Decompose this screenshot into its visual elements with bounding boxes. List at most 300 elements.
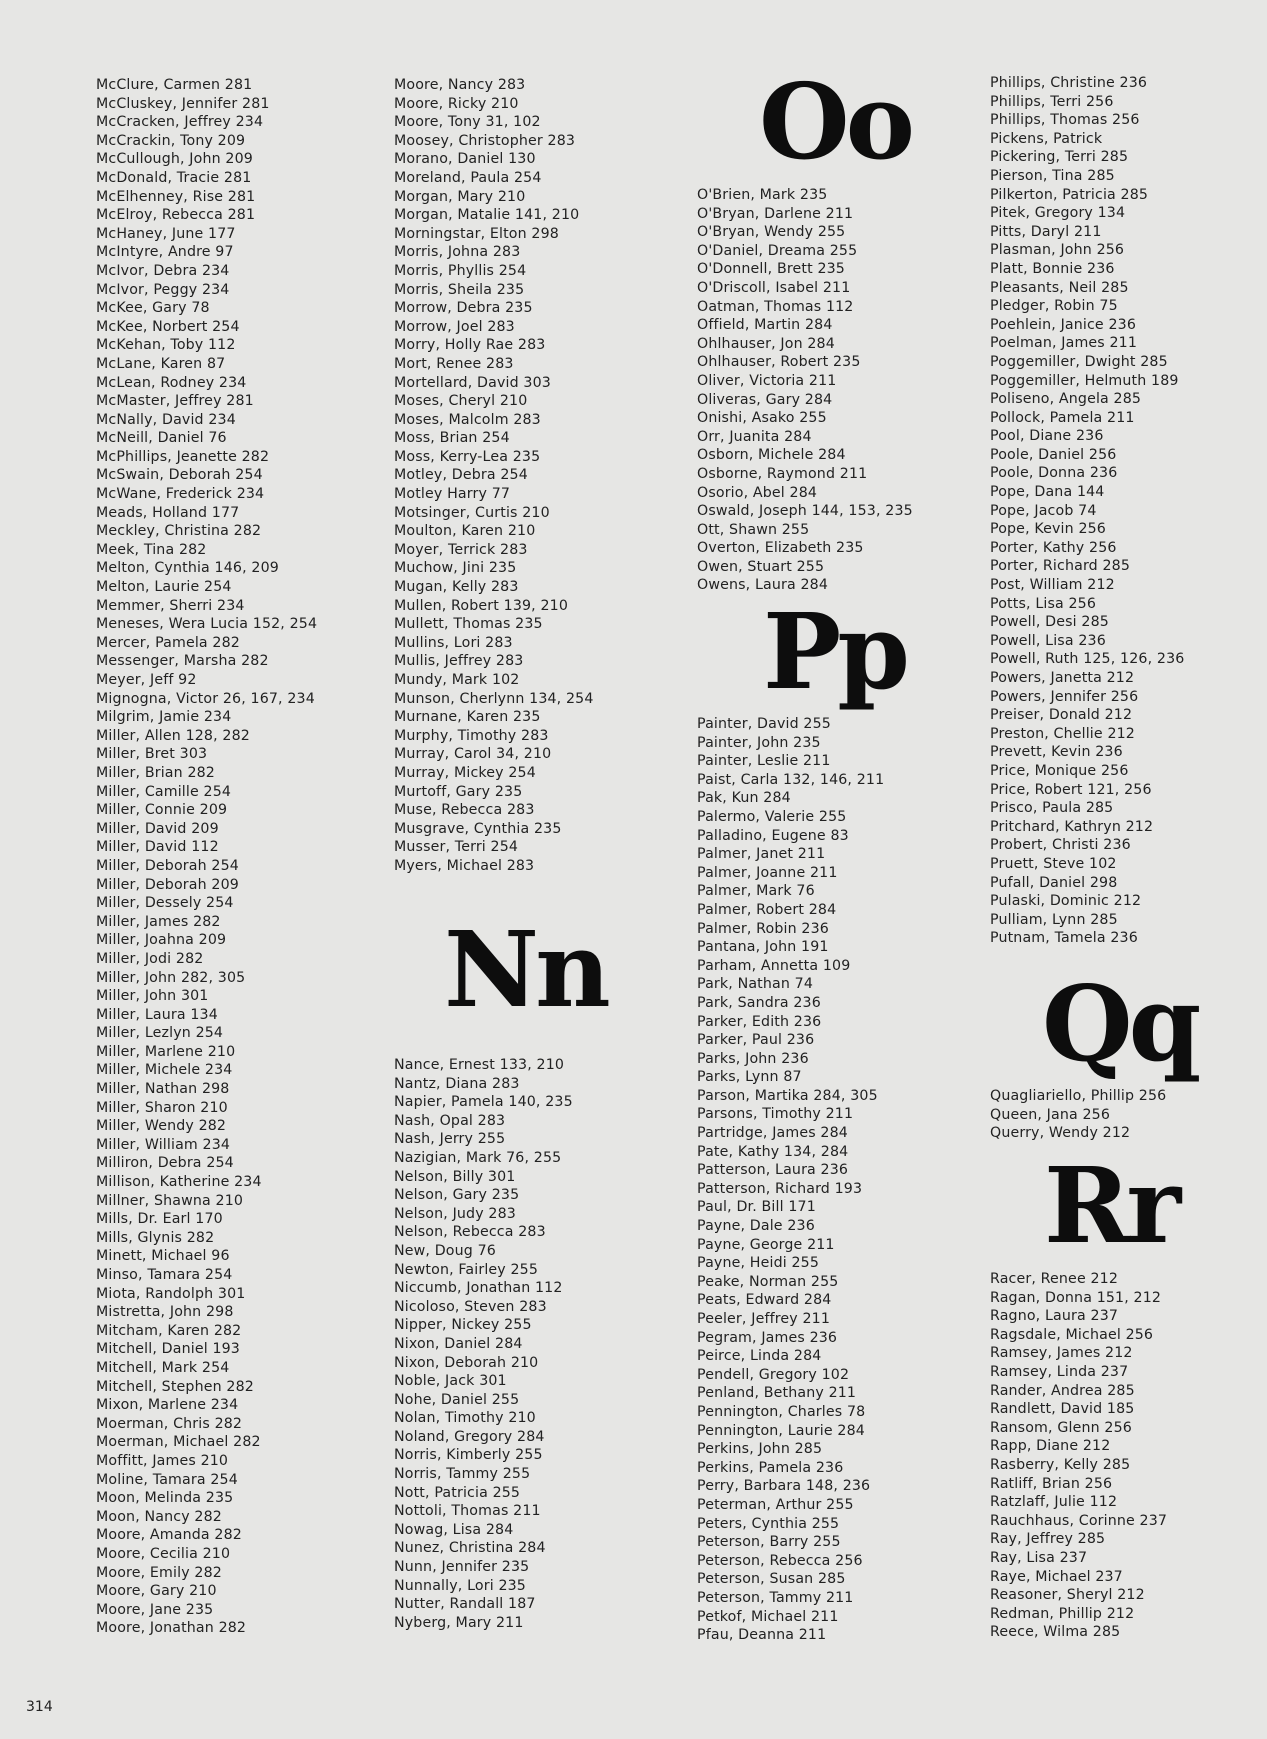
index-entry: Peters, Cynthia 255	[697, 1515, 840, 1532]
index-entry: Pate, Kathy 134, 284	[697, 1143, 849, 1160]
index-entry: McKee, Norbert 254	[96, 318, 240, 335]
index-entry: Ratzlaff, Julie 112	[990, 1494, 1118, 1511]
index-entry: McKee, Gary 78	[96, 300, 210, 317]
index-entry: Mills, Glynis 282	[96, 1229, 215, 1246]
index-entry: Miller, John 301	[96, 988, 209, 1005]
index-list-p-part1	[697, 715, 884, 1645]
index-entry: Miller, Joahna 209	[96, 932, 227, 949]
index-entry: Ohlhauser, Robert 235	[697, 354, 861, 371]
index-entry: Putnam, Tamela 236	[990, 930, 1138, 947]
index-entry: Porter, Kathy 256	[990, 539, 1117, 556]
index-entry: Norris, Kimberly 255	[394, 1447, 543, 1464]
index-entry: Nance, Ernest 133, 210	[394, 1057, 565, 1073]
index-entry: Parham, Annetta 109	[697, 957, 851, 974]
index-entry: O'Donnell, Brett 235	[697, 261, 845, 278]
index-entry: Probert, Christi 236	[990, 837, 1131, 854]
index-entry: Moore, Gary 210	[96, 1583, 217, 1600]
index-entry: Poelman, James 211	[990, 335, 1138, 352]
index-entry: Ransom, Glenn 256	[990, 1419, 1132, 1436]
index-entry: Moerman, Michael 282	[96, 1434, 261, 1451]
index-list-r	[990, 1270, 1167, 1642]
index-entry: Messenger, Marsha 282	[96, 653, 269, 670]
index-entry: Pulaski, Dominic 212	[990, 893, 1142, 910]
index-entry: Prisco, Paula 285	[990, 800, 1114, 817]
index-entry: McElroy, Rebecca 281	[96, 207, 256, 224]
index-entry: Moerman, Chris 282	[96, 1415, 243, 1432]
index-list-m-part1	[96, 76, 317, 1638]
index-entry: Phillips, Terri 256	[990, 93, 1114, 110]
index-entry: Palladino, Eugene 83	[697, 827, 849, 844]
index-entry: Pitts, Daryl 211	[990, 223, 1102, 240]
index-entry: Ratliff, Brian 256	[990, 1475, 1113, 1492]
index-entry: Raye, Michael 237	[990, 1568, 1123, 1585]
index-entry: Millison, Katherine 234	[96, 1174, 262, 1191]
index-entry: Pope, Jacob 74	[990, 502, 1097, 519]
index-entry: Nelson, Billy 301	[394, 1168, 516, 1185]
page-number: 314	[26, 1699, 53, 1715]
index-entry: Murnane, Karen 235	[394, 709, 541, 726]
index-entry: Redman, Phillip 212	[990, 1605, 1135, 1622]
section-letter-o: Oo	[759, 60, 911, 183]
index-entry: Price, Robert 121, 256	[990, 781, 1152, 798]
index-entry: O'Driscoll, Isabel 211	[697, 279, 851, 296]
index-entry: Miller, David 112	[96, 839, 219, 856]
index-entry: Patterson, Richard 193	[697, 1180, 863, 1197]
index-entry: Pritchard, Kathryn 212	[990, 818, 1154, 835]
index-entry: Reece, Wilma 285	[990, 1624, 1121, 1641]
index-entry: Pope, Dana 144	[990, 484, 1105, 501]
index-entry: Newton, Fairley 255	[394, 1261, 539, 1278]
index-entry: Powell, Lisa 236	[990, 632, 1106, 649]
index-entry: Pollock, Pamela 211	[990, 409, 1135, 426]
index-entry: Nazigian, Mark 76, 255	[394, 1149, 562, 1166]
index-entry: Peake, Norman 255	[697, 1273, 839, 1290]
index-entry: Moulton, Karen 210	[394, 523, 536, 540]
index-entry: Pickens, Patrick	[990, 130, 1103, 147]
index-entry: McElhenney, Rise 281	[96, 188, 256, 205]
index-entry: McPhillips, Jeanette 282	[96, 448, 270, 465]
index-entry: Oswald, Joseph 144, 153, 235	[697, 503, 913, 520]
index-entry: Meneses, Wera Lucia 152, 254	[96, 616, 318, 633]
index-entry: Moon, Nancy 282	[96, 1508, 222, 1525]
index-entry: Potts, Lisa 256	[990, 595, 1097, 612]
index-entry: Nunnally, Lori 235	[394, 1577, 526, 1594]
index-entry: Powell, Desi 285	[990, 614, 1109, 631]
index-entry: Pennington, Laurie 284	[697, 1422, 865, 1439]
index-entry: Pilkerton, Patricia 285	[990, 186, 1149, 203]
index-entry: Murphy, Timothy 283	[394, 727, 549, 744]
index-entry: Nott, Patricia 255	[394, 1484, 521, 1501]
index-entry: Miller, Brian 282	[96, 764, 215, 781]
index-entry: Quagliariello, Phillip 256	[990, 1088, 1167, 1104]
index-entry: Park, Sandra 236	[697, 994, 821, 1011]
index-entry: Oliveras, Gary 284	[697, 391, 833, 408]
index-entry: Oliver, Victoria 211	[697, 372, 837, 389]
index-entry: Paist, Carla 132, 146, 211	[697, 771, 885, 788]
index-entry: McCracken, Jeffrey 234	[96, 114, 264, 131]
index-entry: Painter, John 235	[697, 734, 821, 751]
index-entry: Racer, Renee 212	[990, 1271, 1119, 1287]
index-entry: Mercer, Pamela 282	[96, 634, 240, 651]
index-entry: Pope, Kevin 256	[990, 521, 1106, 538]
index-entry: Poehlein, Janice 236	[990, 316, 1137, 333]
index-entry: Osborne, Raymond 211	[697, 465, 868, 482]
index-entry: Phillips, Christine 236	[990, 75, 1148, 91]
index-entry: New, Doug 76	[394, 1242, 496, 1259]
index-entry: Pickering, Terri 285	[990, 149, 1129, 166]
index-entry: Peirce, Linda 284	[697, 1348, 822, 1365]
index-entry: Nixon, Daniel 284	[394, 1335, 523, 1352]
index-entry: Noland, Gregory 284	[394, 1428, 545, 1445]
index-entry: Poole, Daniel 256	[990, 446, 1117, 463]
index-entry: McSwain, Deborah 254	[96, 467, 263, 484]
index-entry: Mundy, Mark 102	[394, 672, 520, 688]
index-entry: Pantana, John 191	[697, 939, 829, 956]
index-entry: Mullett, Thomas 235	[394, 616, 543, 633]
index-entry: Pak, Kun 284	[697, 790, 791, 807]
index-entry: Miller, John 282, 305	[96, 969, 246, 986]
index-entry: Poliseno, Angela 285	[990, 391, 1142, 408]
index-entry: Nash, Jerry 255	[394, 1131, 506, 1148]
index-entry: Morris, Sheila 235	[394, 281, 525, 298]
index-entry: Ragan, Donna 151, 212	[990, 1289, 1162, 1306]
index-entry: McCullough, John 209	[96, 151, 253, 168]
index-entry: Morry, Holly Rae 283	[394, 337, 546, 354]
index-entry: Nyberg, Mary 211	[394, 1614, 524, 1631]
index-entry: Orr, Juanita 284	[697, 428, 812, 445]
index-entry: Nowag, Lisa 284	[394, 1521, 514, 1538]
index-entry: Nelson, Gary 235	[394, 1187, 520, 1204]
index-entry: Musgrave, Cynthia 235	[394, 820, 562, 837]
index-entry: Munson, Cherlynn 134, 254	[394, 690, 594, 707]
index-entry: Parker, Paul 236	[697, 1032, 815, 1049]
index-entry: Pool, Diane 236	[990, 428, 1104, 445]
index-entry: Moline, Tamara 254	[96, 1471, 238, 1488]
index-entry: Peterson, Barry 255	[697, 1534, 841, 1551]
index-entry: Price, Monique 256	[990, 762, 1129, 779]
index-entry: Ott, Shawn 255	[697, 521, 810, 538]
index-entry: Palmer, Joanne 211	[697, 864, 838, 881]
index-entry: Payne, Heidi 255	[697, 1255, 820, 1272]
index-entry: Millner, Shawna 210	[96, 1192, 244, 1209]
index-entry: Peterson, Tammy 211	[697, 1589, 854, 1606]
index-list-o	[697, 186, 913, 595]
index-entry: Morris, Phyllis 254	[394, 262, 527, 279]
index-entry: Moreland, Paula 254	[394, 169, 542, 186]
index-entry: Perry, Barbara 148, 236	[697, 1478, 871, 1495]
index-entry: Moore, Tony 31, 102	[394, 114, 541, 131]
index-entry: Porter, Richard 285	[990, 558, 1131, 575]
index-entry: Memmer, Sherri 234	[96, 597, 245, 614]
index-entry: Peats, Edward 284	[697, 1292, 832, 1309]
index-entry: Nunn, Jennifer 235	[394, 1559, 530, 1576]
section-letter-n: Nn	[444, 908, 607, 1031]
index-entry: McCrackin, Tony 209	[96, 132, 246, 149]
index-entry: Miller, Connie 209	[96, 802, 228, 819]
index-entry: Miller, Nathan 298	[96, 1081, 230, 1098]
index-entry: Nantz, Diana 283	[394, 1075, 520, 1092]
index-entry: McIvor, Peggy 234	[96, 281, 230, 298]
index-entry: Offield, Martin 284	[697, 317, 833, 334]
index-entry: Owen, Stuart 255	[697, 558, 825, 575]
index-entry: Nohe, Daniel 255	[394, 1391, 520, 1408]
index-entry: Moon, Melinda 235	[96, 1490, 234, 1507]
index-entry: Morningstar, Elton 298	[394, 225, 559, 242]
index-entry: Mugan, Kelly 283	[394, 579, 519, 596]
index-entry: McWane, Frederick 234	[96, 486, 265, 503]
index-entry: Painter, Leslie 211	[697, 753, 831, 770]
index-entry: Miller, Laura 134	[96, 1006, 218, 1023]
index-entry: Patterson, Laura 236	[697, 1162, 849, 1179]
index-entry: Pleasants, Neil 285	[990, 279, 1129, 296]
index-entry: Nolan, Timothy 210	[394, 1410, 536, 1427]
index-entry: Owens, Laura 284	[697, 577, 829, 594]
index-entry: McHaney, June 177	[96, 225, 236, 242]
index-entry: Ramsey, James 212	[990, 1345, 1133, 1362]
index-entry: Ray, Lisa 237	[990, 1549, 1088, 1566]
index-entry: Paul, Dr. Bill 171	[697, 1199, 816, 1216]
index-entry: Moore, Amanda 282	[96, 1527, 242, 1544]
section-letter-p: Pp	[763, 590, 906, 713]
index-entry: Mullen, Robert 139, 210	[394, 597, 569, 614]
index-entry: Pegram, James 236	[697, 1329, 838, 1346]
index-entry: Partridge, James 284	[697, 1125, 848, 1142]
index-list-m-part2	[394, 76, 594, 876]
index-entry: Miller, Camille 254	[96, 783, 232, 800]
section-letter-q: Qq	[1042, 962, 1198, 1085]
index-entry: Rander, Andrea 285	[990, 1382, 1135, 1399]
index-entry: McCluskey, Jennifer 281	[96, 95, 270, 112]
index-entry: Moosey, Christopher 283	[394, 132, 576, 149]
index-entry: Palmer, Mark 76	[697, 883, 815, 900]
index-entry: Mitchell, Stephen 282	[96, 1378, 254, 1395]
index-entry: O'Bryan, Darlene 211	[697, 205, 854, 222]
index-entry: Payne, Dale 236	[697, 1218, 815, 1235]
index-entry: Preiser, Donald 212	[990, 707, 1133, 724]
index-list-p-part2	[990, 74, 1184, 948]
index-entry: Park, Nathan 74	[697, 976, 814, 993]
index-entry: Pufall, Daniel 298	[990, 874, 1118, 891]
index-entry: Ray, Jeffrey 285	[990, 1531, 1106, 1548]
index-entry: Painter, David 255	[697, 716, 831, 732]
index-entry: Meek, Tina 282	[96, 541, 207, 558]
index-entry: Nelson, Rebecca 283	[394, 1224, 546, 1241]
index-entry: Miota, Randolph 301	[96, 1285, 246, 1302]
index-entry: Murray, Carol 34, 210	[394, 746, 552, 763]
index-entry: Nipper, Nickey 255	[394, 1317, 532, 1334]
index-entry: Mitcham, Karen 282	[96, 1322, 242, 1339]
index-entry: Norris, Tammy 255	[394, 1466, 531, 1483]
index-entry: Muchow, Jini 235	[394, 560, 517, 577]
index-entry: Moses, Cheryl 210	[394, 393, 528, 410]
index-entry: Mills, Dr. Earl 170	[96, 1211, 223, 1228]
index-entry: Miller, Dessely 254	[96, 895, 234, 912]
index-entry: Ragno, Laura 237	[990, 1308, 1119, 1325]
index-entry: Powell, Ruth 125, 126, 236	[990, 651, 1185, 668]
index-entry: Moore, Ricky 210	[394, 95, 519, 112]
index-entry: Mort, Renee 283	[394, 355, 514, 372]
index-entry: Miller, Allen 128, 282	[96, 727, 250, 744]
index-entry: Miller, Michele 234	[96, 1062, 233, 1079]
index-entry: Miller, David 209	[96, 820, 219, 837]
index-entry: Miller, Jodi 282	[96, 950, 204, 967]
index-entry: Plasman, John 256	[990, 242, 1125, 259]
index-entry: Nicoloso, Steven 283	[394, 1298, 547, 1315]
index-entry: Mullins, Lori 283	[394, 634, 513, 651]
index-entry: Pruett, Steve 102	[990, 855, 1117, 872]
index-entry: McNeill, Daniel 76	[96, 430, 227, 447]
index-entry: Osborn, Michele 284	[697, 447, 846, 464]
index-entry: Mortellard, David 303	[394, 374, 551, 391]
index-entry: Pfau, Deanna 211	[697, 1627, 827, 1644]
index-entry: Miller, Sharon 210	[96, 1099, 228, 1116]
index-entry: Overton, Elizabeth 235	[697, 540, 864, 557]
index-entry: Moore, Emily 282	[96, 1564, 222, 1581]
index-entry: Pledger, Robin 75	[990, 298, 1118, 315]
index-entry: McIvor, Debra 234	[96, 262, 230, 279]
index-entry: Peterson, Susan 285	[697, 1571, 846, 1588]
index-entry: Perkins, Pamela 236	[697, 1459, 844, 1476]
index-entry: Platt, Bonnie 236	[990, 260, 1115, 277]
index-entry: Pierson, Tina 285	[990, 167, 1115, 184]
index-entry: Moore, Jonathan 282	[96, 1620, 247, 1637]
index-entry: Reasoner, Sheryl 212	[990, 1587, 1145, 1604]
index-list-n	[394, 1056, 573, 1632]
index-entry: Miller, James 282	[96, 913, 221, 930]
index-entry: Parker, Edith 236	[697, 1013, 822, 1030]
index-entry: Miller, William 234	[96, 1136, 231, 1153]
index-entry: Miller, Wendy 282	[96, 1118, 227, 1135]
index-entry: McLean, Rodney 234	[96, 374, 247, 391]
index-entry: Meckley, Christina 282	[96, 523, 262, 540]
index-entry: Petkof, Michael 211	[697, 1608, 839, 1625]
index-entry: Nash, Opal 283	[394, 1112, 506, 1129]
index-entry: Nunez, Christina 284	[394, 1540, 546, 1557]
index-entry: Poole, Donna 236	[990, 465, 1118, 482]
index-entry: Mignogna, Victor 26, 167, 234	[96, 690, 315, 707]
index-entry: Mitchell, Mark 254	[96, 1359, 230, 1376]
index-entry: Rapp, Diane 212	[990, 1438, 1111, 1455]
index-entry: Nottoli, Thomas 211	[394, 1503, 541, 1520]
index-entry: Prevett, Kevin 236	[990, 744, 1123, 761]
index-entry: Pulliam, Lynn 285	[990, 911, 1118, 928]
index-entry: Ramsey, Linda 237	[990, 1363, 1129, 1380]
index-entry: Querry, Wendy 212	[990, 1125, 1131, 1142]
index-entry: Nutter, Randall 187	[394, 1596, 536, 1613]
index-entry: Peeler, Jeffrey 211	[697, 1311, 831, 1327]
index-entry: Miller, Deborah 209	[96, 876, 239, 893]
index-entry: Melton, Laurie 254	[96, 579, 232, 596]
index-entry: Mullis, Jeffrey 283	[394, 653, 524, 670]
index-entry: Moore, Jane 235	[96, 1601, 214, 1618]
index-entry: Pendell, Gregory 102	[697, 1366, 850, 1383]
index-entry: Ohlhauser, Jon 284	[697, 335, 835, 352]
index-entry: Melton, Cynthia 146, 209	[96, 560, 279, 577]
index-entry: McNally, David 234	[96, 411, 236, 428]
index-entry: McDonald, Tracie 281	[96, 169, 252, 186]
index-entry: Parson, Martika 284, 305	[697, 1087, 878, 1104]
index-entry: Muse, Rebecca 283	[394, 802, 535, 819]
index-entry: Milgrim, Jamie 234	[96, 709, 232, 726]
index-entry: Parks, John 236	[697, 1050, 809, 1067]
index-entry: Moss, Brian 254	[394, 430, 510, 447]
index-entry: Miller, Marlene 210	[96, 1043, 236, 1060]
index-entry: Morrow, Joel 283	[394, 318, 515, 335]
section-letter-r: Rr	[1044, 1144, 1178, 1267]
index-entry: Osorio, Abel 284	[697, 484, 818, 501]
index-entry: Miller, Bret 303	[96, 746, 208, 763]
index-entry: Moses, Malcolm 283	[394, 411, 541, 428]
index-entry: Onishi, Asako 255	[697, 410, 827, 427]
index-entry: Powers, Jennifer 256	[990, 688, 1139, 705]
index-entry: Queen, Jana 256	[990, 1106, 1111, 1123]
index-entry: Milliron, Debra 254	[96, 1155, 234, 1172]
index-entry: Moss, Kerry-Lea 235	[394, 448, 541, 465]
index-entry: Motley, Debra 254	[394, 467, 528, 484]
index-entry: Napier, Pamela 140, 235	[394, 1094, 573, 1111]
index-entry: Post, William 212	[990, 577, 1115, 594]
index-entry: Murray, Mickey 254	[394, 764, 536, 781]
index-entry: Morrow, Debra 235	[394, 300, 533, 317]
index-entry: Moore, Nancy 283	[394, 77, 526, 93]
index-entry: Nixon, Deborah 210	[394, 1354, 539, 1371]
index-entry: Moyer, Terrick 283	[394, 541, 528, 558]
index-entry: McLane, Karen 87	[96, 355, 226, 372]
index-entry: Pitek, Gregory 134	[990, 205, 1126, 222]
index-entry: O'Bryan, Wendy 255	[697, 224, 846, 241]
index-entry: Morgan, Mary 210	[394, 188, 526, 205]
index-entry: Noble, Jack 301	[394, 1373, 507, 1390]
index-entry: Rasberry, Kelly 285	[990, 1456, 1131, 1473]
index-entry: Miller, Lezlyn 254	[96, 1025, 224, 1042]
index-entry: Myers, Michael 283	[394, 857, 535, 874]
index-entry: Peterman, Arthur 255	[697, 1496, 854, 1513]
index-entry: Parsons, Timothy 211	[697, 1106, 854, 1123]
index-entry: Oatman, Thomas 112	[697, 298, 854, 315]
index-entry: Palmer, Robert 284	[697, 901, 837, 918]
index-entry: Rauchhaus, Corinne 237	[990, 1512, 1168, 1529]
index-entry: O'Brien, Mark 235	[697, 187, 828, 203]
index-entry: Moore, Cecilia 210	[96, 1545, 231, 1562]
index-entry: Ragsdale, Michael 256	[990, 1326, 1154, 1343]
index-entry: Randlett, David 185	[990, 1401, 1135, 1418]
index-entry: Miller, Deborah 254	[96, 857, 239, 874]
index-entry: Minett, Michael 96	[96, 1248, 230, 1265]
index-entry: Mistretta, John 298	[96, 1304, 234, 1321]
index-entry: McIntyre, Andre 97	[96, 244, 234, 261]
index-entry: Poggemiller, Dwight 285	[990, 353, 1168, 370]
index-entry: McMaster, Jeffrey 281	[96, 393, 254, 410]
index-entry: Palermo, Valerie 255	[697, 808, 847, 825]
index-entry: Perkins, John 285	[697, 1441, 823, 1458]
index-entry: Morano, Daniel 130	[394, 151, 536, 168]
index-entry: Penland, Bethany 211	[697, 1385, 857, 1402]
index-entry: Phillips, Thomas 256	[990, 112, 1140, 129]
index-list-q	[990, 1087, 1166, 1143]
index-entry: Mixon, Marlene 234	[96, 1397, 239, 1414]
index-entry: Preston, Chellie 212	[990, 725, 1135, 742]
index-entry: Peterson, Rebecca 256	[697, 1552, 863, 1569]
index-entry: Palmer, Robin 236	[697, 920, 829, 937]
index-entry: Motsinger, Curtis 210	[394, 504, 550, 521]
index-entry: Nelson, Judy 283	[394, 1205, 516, 1222]
index-entry: Pennington, Charles 78	[697, 1403, 866, 1420]
index-entry: Meyer, Jeff 92	[96, 672, 197, 688]
index-entry: Parks, Lynn 87	[697, 1069, 802, 1086]
index-entry: Niccumb, Jonathan 112	[394, 1280, 563, 1297]
index-entry: Powers, Janetta 212	[990, 670, 1135, 686]
index-entry: Payne, George 211	[697, 1236, 835, 1253]
